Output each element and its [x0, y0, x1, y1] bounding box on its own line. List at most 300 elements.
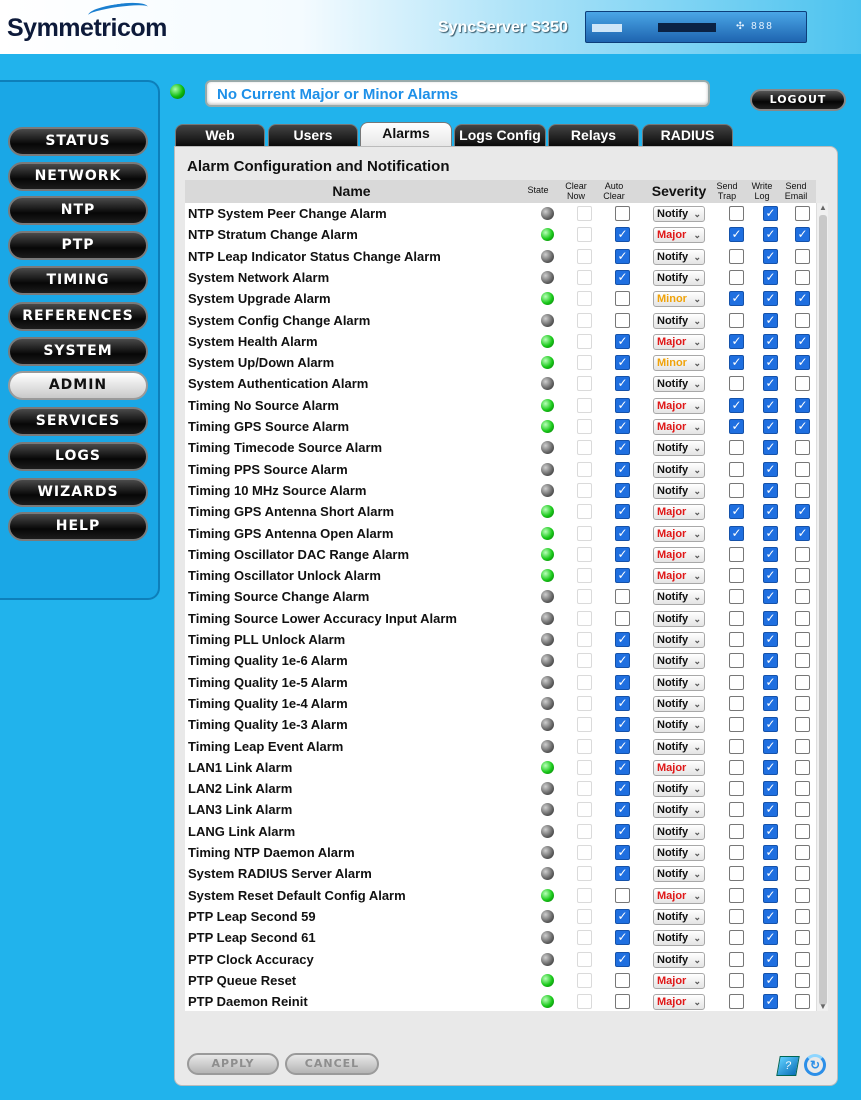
clear-now-checkbox[interactable] — [577, 227, 592, 242]
send-trap-checkbox[interactable] — [729, 376, 744, 391]
write-log-checkbox[interactable]: ✓ — [763, 419, 778, 434]
auto-clear-checkbox[interactable] — [615, 313, 630, 328]
tab-alarms[interactable]: Alarms — [360, 122, 452, 146]
send-trap-checkbox[interactable]: ✓ — [729, 504, 744, 519]
send-trap-checkbox[interactable] — [729, 547, 744, 562]
send-trap-checkbox[interactable]: ✓ — [729, 526, 744, 541]
send-trap-checkbox[interactable]: ✓ — [729, 334, 744, 349]
write-log-checkbox[interactable]: ✓ — [763, 760, 778, 775]
write-log-checkbox[interactable]: ✓ — [763, 696, 778, 711]
clear-now-checkbox[interactable] — [577, 313, 592, 328]
send-email-checkbox[interactable] — [795, 632, 810, 647]
write-log-checkbox[interactable]: ✓ — [763, 376, 778, 391]
write-log-checkbox[interactable]: ✓ — [763, 462, 778, 477]
severity-select[interactable] — [653, 291, 705, 307]
send-email-checkbox[interactable] — [795, 845, 810, 860]
logout-button[interactable]: LOGOUT — [750, 89, 846, 111]
write-log-checkbox[interactable]: ✓ — [763, 206, 778, 221]
severity-select[interactable] — [653, 589, 705, 605]
send-trap-checkbox[interactable] — [729, 909, 744, 924]
severity-select[interactable] — [653, 909, 705, 925]
auto-clear-checkbox[interactable]: ✓ — [615, 696, 630, 711]
send-trap-checkbox[interactable]: ✓ — [729, 291, 744, 306]
severity-select[interactable] — [653, 994, 705, 1010]
severity-select[interactable] — [653, 462, 705, 478]
send-email-checkbox[interactable] — [795, 589, 810, 604]
send-trap-checkbox[interactable] — [729, 781, 744, 796]
nav-admin-button[interactable]: ADMIN — [8, 371, 148, 400]
severity-select[interactable] — [653, 888, 705, 904]
alarm-row — [185, 736, 816, 757]
severity-select[interactable] — [653, 611, 705, 627]
clear-now-checkbox[interactable] — [577, 440, 592, 455]
nav-network-button[interactable]: NETWORK — [8, 162, 148, 191]
send-email-checkbox[interactable] — [795, 270, 810, 285]
alarm-name: System Reset Default Config Alarm — [188, 887, 406, 903]
send-email-checkbox[interactable]: ✓ — [795, 526, 810, 541]
severity-select[interactable] — [653, 866, 705, 882]
auto-clear-checkbox[interactable]: ✓ — [615, 398, 630, 413]
send-trap-checkbox[interactable]: ✓ — [729, 419, 744, 434]
send-email-checkbox[interactable] — [795, 483, 810, 498]
severity-select[interactable] — [653, 419, 705, 435]
clear-now-checkbox[interactable] — [577, 483, 592, 498]
severity-select[interactable] — [653, 313, 705, 329]
help-book-icon[interactable]: ? — [776, 1056, 800, 1076]
auto-clear-checkbox[interactable]: ✓ — [615, 653, 630, 668]
alarm-state-led-icon — [541, 569, 554, 582]
clear-now-checkbox[interactable] — [577, 376, 592, 391]
alarm-name: PTP Leap Second 61 — [188, 930, 316, 946]
send-email-checkbox[interactable] — [795, 440, 810, 455]
alarm-row — [185, 821, 816, 842]
send-trap-checkbox[interactable] — [729, 611, 744, 626]
write-log-checkbox[interactable]: ✓ — [763, 781, 778, 796]
alarm-state-led-icon — [541, 825, 554, 838]
write-log-checkbox[interactable]: ✓ — [763, 802, 778, 817]
severity-select[interactable] — [653, 653, 705, 669]
send-trap-checkbox[interactable] — [729, 739, 744, 754]
alarm-row — [185, 267, 816, 288]
clear-now-checkbox[interactable] — [577, 802, 592, 817]
send-email-checkbox[interactable] — [795, 547, 810, 562]
write-log-checkbox[interactable]: ✓ — [763, 845, 778, 860]
send-email-checkbox[interactable] — [795, 739, 810, 754]
tab-users[interactable]: Users — [268, 124, 358, 146]
severity-select[interactable] — [653, 930, 705, 946]
write-log-checkbox[interactable]: ✓ — [763, 589, 778, 604]
severity-select[interactable] — [653, 526, 705, 542]
send-email-checkbox[interactable] — [795, 973, 810, 988]
auto-clear-checkbox[interactable]: ✓ — [615, 419, 630, 434]
send-email-checkbox[interactable]: ✓ — [795, 355, 810, 370]
nav-system-button[interactable]: SYSTEM — [8, 337, 148, 366]
apply-button[interactable]: APPLY — [187, 1053, 279, 1075]
tab-logs-config[interactable]: Logs Config — [454, 124, 546, 146]
severity-value: Minor — [657, 357, 687, 370]
severity-select[interactable] — [653, 632, 705, 648]
write-log-checkbox[interactable]: ✓ — [763, 653, 778, 668]
write-log-checkbox[interactable]: ✓ — [763, 994, 778, 1009]
send-trap-checkbox[interactable] — [729, 632, 744, 647]
alarm-row — [185, 778, 816, 799]
alarm-state-led-icon — [541, 931, 554, 944]
write-log-checkbox[interactable]: ✓ — [763, 973, 778, 988]
alarm-state-led-icon — [541, 527, 554, 540]
severity-select[interactable] — [653, 824, 705, 840]
clear-now-checkbox[interactable] — [577, 675, 592, 690]
clear-now-checkbox[interactable] — [577, 355, 592, 370]
severity-value: Notify — [657, 484, 689, 497]
severity-select[interactable] — [653, 483, 705, 499]
auto-clear-checkbox[interactable] — [615, 589, 630, 604]
write-log-checkbox[interactable]: ✓ — [763, 547, 778, 562]
send-trap-checkbox[interactable] — [729, 568, 744, 583]
send-email-checkbox[interactable] — [795, 611, 810, 626]
alarm-row — [185, 224, 816, 245]
write-log-checkbox[interactable]: ✓ — [763, 952, 778, 967]
send-email-checkbox[interactable]: ✓ — [795, 227, 810, 242]
clear-now-checkbox[interactable] — [577, 504, 592, 519]
send-trap-checkbox[interactable] — [729, 930, 744, 945]
chevron-down-icon: ⌄ — [693, 698, 701, 709]
send-email-checkbox[interactable]: ✓ — [795, 291, 810, 306]
auto-clear-checkbox[interactable]: ✓ — [615, 845, 630, 860]
auto-clear-checkbox[interactable]: ✓ — [615, 717, 630, 732]
alarm-name: Timing Quality 1e-3 Alarm — [188, 717, 348, 733]
severity-select[interactable] — [653, 270, 705, 286]
severity-select[interactable] — [653, 739, 705, 755]
auto-clear-checkbox[interactable]: ✓ — [615, 930, 630, 945]
send-trap-checkbox[interactable] — [729, 589, 744, 604]
severity-value: Notify — [657, 783, 689, 796]
clear-now-checkbox[interactable] — [577, 824, 592, 839]
auto-clear-checkbox[interactable]: ✓ — [615, 483, 630, 498]
clear-now-checkbox[interactable] — [577, 526, 592, 541]
alarm-state-led-icon — [541, 314, 554, 327]
alarm-row — [185, 799, 816, 820]
send-email-checkbox[interactable] — [795, 824, 810, 839]
clear-now-checkbox[interactable] — [577, 866, 592, 881]
clear-now-checkbox[interactable] — [577, 760, 592, 775]
send-email-checkbox[interactable] — [795, 696, 810, 711]
severity-value: Notify — [657, 612, 689, 625]
chevron-down-icon: ⌄ — [693, 762, 701, 773]
alarm-name: PTP Daemon Reinit — [188, 994, 308, 1010]
severity-select[interactable] — [653, 398, 705, 414]
write-log-checkbox[interactable]: ✓ — [763, 249, 778, 264]
clear-now-checkbox[interactable] — [577, 994, 592, 1009]
write-log-checkbox[interactable]: ✓ — [763, 483, 778, 498]
write-log-checkbox[interactable]: ✓ — [763, 824, 778, 839]
auto-clear-checkbox[interactable]: ✓ — [615, 781, 630, 796]
send-trap-checkbox[interactable] — [729, 696, 744, 711]
table-scrollbar[interactable] — [816, 203, 828, 1011]
severity-select[interactable] — [653, 781, 705, 797]
auto-clear-checkbox[interactable]: ✓ — [615, 249, 630, 264]
alarm-row — [185, 395, 816, 416]
alarm-name: Timing Timecode Source Alarm — [188, 440, 383, 456]
severity-select[interactable] — [653, 206, 705, 222]
auto-clear-checkbox[interactable]: ✓ — [615, 866, 630, 881]
write-log-checkbox[interactable]: ✓ — [763, 227, 778, 242]
clear-now-checkbox[interactable] — [577, 206, 592, 221]
write-log-checkbox[interactable]: ✓ — [763, 440, 778, 455]
clear-now-checkbox[interactable] — [577, 653, 592, 668]
send-email-checkbox[interactable] — [795, 313, 810, 328]
send-email-checkbox[interactable] — [795, 376, 810, 391]
send-email-checkbox[interactable] — [795, 866, 810, 881]
refresh-icon[interactable]: ↻ — [804, 1054, 826, 1076]
send-email-checkbox[interactable] — [795, 653, 810, 668]
nav-help-button[interactable]: HELP — [8, 512, 148, 541]
clear-now-checkbox[interactable] — [577, 249, 592, 264]
clear-now-checkbox[interactable] — [577, 568, 592, 583]
tab-relays[interactable]: Relays — [548, 124, 639, 146]
alarm-table-body[interactable] — [185, 203, 816, 1011]
send-email-checkbox[interactable] — [795, 909, 810, 924]
severity-value: Major — [657, 229, 687, 242]
nav-logs-button[interactable]: LOGS — [8, 442, 148, 471]
nav-timing-button[interactable]: TIMING — [8, 266, 148, 295]
write-log-checkbox[interactable]: ✓ — [763, 398, 778, 413]
auto-clear-checkbox[interactable]: ✓ — [615, 376, 630, 391]
clear-now-checkbox[interactable] — [577, 781, 592, 796]
clear-now-checkbox[interactable] — [577, 270, 592, 285]
send-email-checkbox[interactable] — [795, 994, 810, 1009]
auto-clear-checkbox[interactable]: ✓ — [615, 334, 630, 349]
write-log-checkbox[interactable]: ✓ — [763, 334, 778, 349]
send-email-checkbox[interactable]: ✓ — [795, 419, 810, 434]
clear-now-checkbox[interactable] — [577, 909, 592, 924]
write-log-checkbox[interactable]: ✓ — [763, 717, 778, 732]
send-email-checkbox[interactable] — [795, 930, 810, 945]
send-trap-checkbox[interactable] — [729, 824, 744, 839]
severity-select[interactable] — [653, 376, 705, 392]
alarm-state-led-icon — [541, 292, 554, 305]
severity-select[interactable] — [653, 568, 705, 584]
write-log-checkbox[interactable]: ✓ — [763, 888, 778, 903]
clear-now-checkbox[interactable] — [577, 291, 592, 306]
scrollbar-thumb[interactable] — [819, 215, 827, 1005]
send-email-checkbox[interactable]: ✓ — [795, 334, 810, 349]
severity-select[interactable] — [653, 675, 705, 691]
scroll-up-icon[interactable]: ▲ — [819, 203, 827, 212]
auto-clear-checkbox[interactable]: ✓ — [615, 526, 630, 541]
send-email-checkbox[interactable] — [795, 717, 810, 732]
alarm-row — [185, 459, 816, 480]
auto-clear-checkbox[interactable]: ✓ — [615, 824, 630, 839]
clear-now-checkbox[interactable] — [577, 398, 592, 413]
auto-clear-checkbox[interactable]: ✓ — [615, 909, 630, 924]
send-trap-checkbox[interactable] — [729, 888, 744, 903]
cancel-button[interactable]: CANCEL — [285, 1053, 379, 1075]
severity-select[interactable] — [653, 249, 705, 265]
write-log-checkbox[interactable]: ✓ — [763, 611, 778, 626]
send-trap-checkbox[interactable] — [729, 952, 744, 967]
auto-clear-checkbox[interactable]: ✓ — [615, 952, 630, 967]
auto-clear-checkbox[interactable] — [615, 206, 630, 221]
send-trap-checkbox[interactable] — [729, 760, 744, 775]
auto-clear-checkbox[interactable] — [615, 973, 630, 988]
auto-clear-checkbox[interactable] — [615, 291, 630, 306]
severity-select[interactable] — [653, 760, 705, 776]
clear-now-checkbox[interactable] — [577, 973, 592, 988]
column-header-clear-now — [559, 181, 593, 201]
alarm-name: NTP System Peer Change Alarm — [188, 206, 387, 221]
send-trap-checkbox[interactable] — [729, 994, 744, 1009]
write-log-checkbox[interactable]: ✓ — [763, 270, 778, 285]
clear-now-checkbox[interactable] — [577, 888, 592, 903]
send-trap-checkbox[interactable] — [729, 270, 744, 285]
send-trap-checkbox[interactable]: ✓ — [729, 227, 744, 242]
severity-value: Notify — [657, 250, 689, 263]
severity-select[interactable] — [653, 504, 705, 520]
send-trap-checkbox[interactable] — [729, 973, 744, 988]
send-email-checkbox[interactable] — [795, 802, 810, 817]
send-email-checkbox[interactable] — [795, 206, 810, 221]
auto-clear-checkbox[interactable]: ✓ — [615, 802, 630, 817]
severity-select[interactable] — [653, 334, 705, 350]
write-log-checkbox[interactable]: ✓ — [763, 355, 778, 370]
send-trap-checkbox[interactable] — [729, 483, 744, 498]
write-log-checkbox[interactable]: ✓ — [763, 675, 778, 690]
chevron-down-icon: ⌄ — [693, 571, 701, 582]
auto-clear-checkbox[interactable]: ✓ — [615, 270, 630, 285]
auto-clear-checkbox[interactable] — [615, 994, 630, 1009]
write-log-checkbox[interactable]: ✓ — [763, 504, 778, 519]
auto-clear-checkbox[interactable]: ✓ — [615, 440, 630, 455]
send-trap-checkbox[interactable] — [729, 653, 744, 668]
severity-select[interactable] — [653, 227, 705, 243]
auto-clear-checkbox[interactable]: ✓ — [615, 568, 630, 583]
write-log-checkbox[interactable]: ✓ — [763, 526, 778, 541]
auto-clear-checkbox[interactable]: ✓ — [615, 547, 630, 562]
clear-now-checkbox[interactable] — [577, 462, 592, 477]
alarm-name: LAN3 Link Alarm — [188, 802, 293, 818]
chevron-down-icon: ⌄ — [693, 485, 701, 496]
send-email-checkbox[interactable] — [795, 888, 810, 903]
clear-now-checkbox[interactable] — [577, 547, 592, 562]
nav-references-button[interactable]: REFERENCES — [8, 302, 148, 331]
send-trap-checkbox[interactable] — [729, 802, 744, 817]
clear-now-checkbox[interactable] — [577, 930, 592, 945]
clear-now-checkbox[interactable] — [577, 334, 592, 349]
send-trap-checkbox[interactable] — [729, 206, 744, 221]
auto-clear-checkbox[interactable]: ✓ — [615, 675, 630, 690]
severity-select[interactable] — [653, 973, 705, 989]
write-log-checkbox[interactable]: ✓ — [763, 866, 778, 881]
alarm-row — [185, 501, 816, 522]
alarm-name: System Health Alarm — [188, 333, 318, 349]
clear-now-checkbox[interactable] — [577, 632, 592, 647]
severity-select[interactable] — [653, 952, 705, 968]
severity-select[interactable] — [653, 440, 705, 456]
send-trap-checkbox[interactable] — [729, 462, 744, 477]
send-trap-checkbox[interactable]: ✓ — [729, 355, 744, 370]
severity-select[interactable] — [653, 802, 705, 818]
send-email-checkbox[interactable] — [795, 952, 810, 967]
send-email-checkbox[interactable]: ✓ — [795, 398, 810, 413]
tab-web[interactable]: Web — [175, 124, 265, 146]
send-email-checkbox[interactable] — [795, 249, 810, 264]
auto-clear-checkbox[interactable]: ✓ — [615, 462, 630, 477]
nav-wizards-button[interactable]: WIZARDS — [8, 478, 148, 507]
severity-value: Minor — [657, 293, 687, 306]
alarm-name: NTP Stratum Change Alarm — [188, 227, 358, 243]
send-trap-checkbox[interactable] — [729, 717, 744, 732]
nav-services-button[interactable]: SERVICES — [8, 407, 148, 436]
auto-clear-checkbox[interactable]: ✓ — [615, 760, 630, 775]
send-email-checkbox[interactable] — [795, 568, 810, 583]
write-log-checkbox[interactable]: ✓ — [763, 909, 778, 924]
severity-select[interactable] — [653, 547, 705, 563]
alarm-row — [185, 608, 816, 629]
clear-now-checkbox[interactable] — [577, 952, 592, 967]
nav-status-button[interactable]: STATUS — [8, 127, 148, 156]
auto-clear-checkbox[interactable]: ✓ — [615, 355, 630, 370]
write-log-checkbox[interactable]: ✓ — [763, 632, 778, 647]
device-lcd — [658, 23, 716, 32]
write-log-checkbox[interactable]: ✓ — [763, 291, 778, 306]
write-log-checkbox[interactable]: ✓ — [763, 930, 778, 945]
auto-clear-checkbox[interactable] — [615, 611, 630, 626]
alarm-name: Timing Source Change Alarm — [188, 589, 370, 605]
severity-select[interactable] — [653, 717, 705, 733]
alarm-row — [185, 885, 816, 906]
send-trap-checkbox[interactable] — [729, 675, 744, 690]
product-name: SyncServer S350 — [438, 19, 568, 36]
auto-clear-checkbox[interactable]: ✓ — [615, 632, 630, 647]
send-email-checkbox[interactable] — [795, 675, 810, 690]
auto-clear-line1: Auto — [604, 181, 624, 191]
clear-now-checkbox[interactable] — [577, 611, 592, 626]
severity-value: Notify — [657, 804, 689, 817]
write-log-checkbox[interactable]: ✓ — [763, 739, 778, 754]
scroll-down-icon[interactable]: ▼ — [819, 1002, 827, 1011]
nav-ptp-button[interactable]: PTP — [8, 231, 148, 260]
send-trap-checkbox[interactable] — [729, 845, 744, 860]
clear-now-checkbox[interactable] — [577, 696, 592, 711]
clear-now-checkbox[interactable] — [577, 419, 592, 434]
send-email-checkbox[interactable]: ✓ — [795, 504, 810, 519]
send-email-checkbox[interactable] — [795, 462, 810, 477]
auto-clear-checkbox[interactable]: ✓ — [615, 739, 630, 754]
send-email-checkbox[interactable] — [795, 781, 810, 796]
column-header-send-trap — [710, 181, 744, 201]
severity-select[interactable] — [653, 845, 705, 861]
severity-select[interactable] — [653, 355, 705, 371]
send-trap-checkbox[interactable] — [729, 313, 744, 328]
write-log-checkbox[interactable]: ✓ — [763, 313, 778, 328]
send-trap-checkbox[interactable] — [729, 440, 744, 455]
send-trap-checkbox[interactable] — [729, 866, 744, 881]
clear-now-checkbox[interactable] — [577, 845, 592, 860]
write-log-checkbox[interactable]: ✓ — [763, 568, 778, 583]
clear-now-checkbox[interactable] — [577, 717, 592, 732]
send-trap-checkbox[interactable] — [729, 249, 744, 264]
auto-clear-checkbox[interactable]: ✓ — [615, 227, 630, 242]
nav-ntp-button[interactable]: NTP — [8, 196, 148, 225]
clear-now-checkbox[interactable] — [577, 589, 592, 604]
severity-select[interactable] — [653, 696, 705, 712]
auto-clear-checkbox[interactable]: ✓ — [615, 504, 630, 519]
auto-clear-checkbox[interactable] — [615, 888, 630, 903]
send-trap-checkbox[interactable]: ✓ — [729, 398, 744, 413]
tab-radius[interactable]: RADIUS — [642, 124, 733, 146]
clear-now-checkbox[interactable] — [577, 739, 592, 754]
send-email-checkbox[interactable] — [795, 760, 810, 775]
